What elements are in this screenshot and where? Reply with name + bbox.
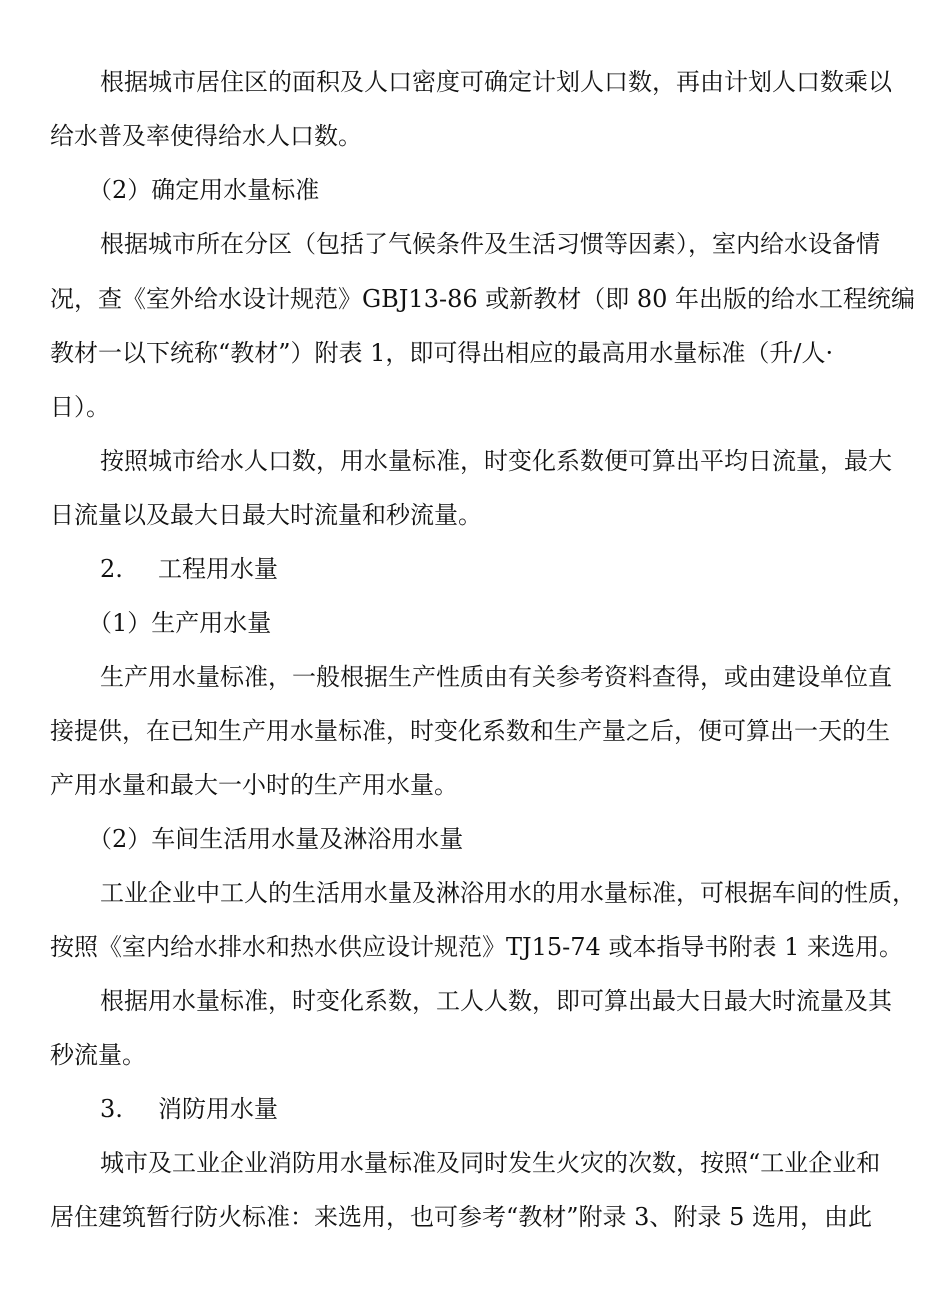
subheading: （2）车间生活用水量及淋浴用水量: [88, 825, 464, 853]
subheading: （1）生产用水量: [88, 609, 272, 637]
paragraph-line: 根据城市居住区的面积及人口密度可确定计划人口数，再由计划人口数乘以: [100, 68, 892, 96]
paragraph-line: 给水普及率使得给水人口数。: [50, 122, 362, 150]
paragraph-line: 教材一以下统称“教材”）附表 1，即可得出相应的最高用水量标准（升/人·: [50, 339, 834, 367]
subheading: （2）确定用水量标准: [88, 176, 320, 204]
paragraph-line: 工业企业中工人的生活用水量及淋浴用水的用水量标准，可根据车间的性质，: [100, 879, 916, 907]
section-title: 消防用水量: [158, 1095, 278, 1123]
paragraph-line: 按照城市给水人口数，用水量标准，时变化系数便可算出平均日流量，最大: [100, 447, 892, 475]
section-number: 3.: [100, 1095, 123, 1123]
paragraph-line: 生产用水量标准，一般根据生产性质由有关参考资料查得，或由建设单位直: [100, 663, 892, 691]
section-title: 工程用水量: [158, 555, 278, 583]
paragraph-line: 居住建筑暂行防火标准：来选用，也可参考“教材”附录 3、附录 5 选用，由此: [50, 1203, 872, 1231]
section-heading: [100, 554, 278, 584]
paragraph-line: 城市及工业企业消防用水量标准及同时发生火灾的次数，按照“工业企业和: [100, 1149, 881, 1177]
paragraph-line: 秒流量。: [50, 1041, 146, 1069]
paragraph-line: 根据城市所在分区（包括了气候条件及生活习惯等因素），室内给水设备情: [100, 230, 880, 258]
paragraph-line: 根据用水量标准，时变化系数，工人人数，即可算出最大日最大时流量及其: [100, 987, 892, 1015]
section-heading: [100, 1094, 278, 1124]
paragraph-line: 按照《室内给水排水和热水供应设计规范》TJ15-74 或本指导书附表 1 来选用。: [50, 933, 903, 961]
paragraph-line: 接提供，在已知生产用水量标准，时变化系数和生产量之后，便可算出一天的生: [50, 717, 890, 745]
section-number: 2.: [100, 555, 123, 583]
paragraph-line: 产用水量和最大一小时的生产用水量。: [50, 771, 458, 799]
paragraph-line: 日流量以及最大日最大时流量和秒流量。: [50, 501, 482, 529]
paragraph-line: 况，查《室外给水设计规范》GBJ13-86 或新教材（即 80 年出版的给水工程统编: [50, 285, 916, 313]
paragraph-line: 日）。: [50, 393, 110, 421]
